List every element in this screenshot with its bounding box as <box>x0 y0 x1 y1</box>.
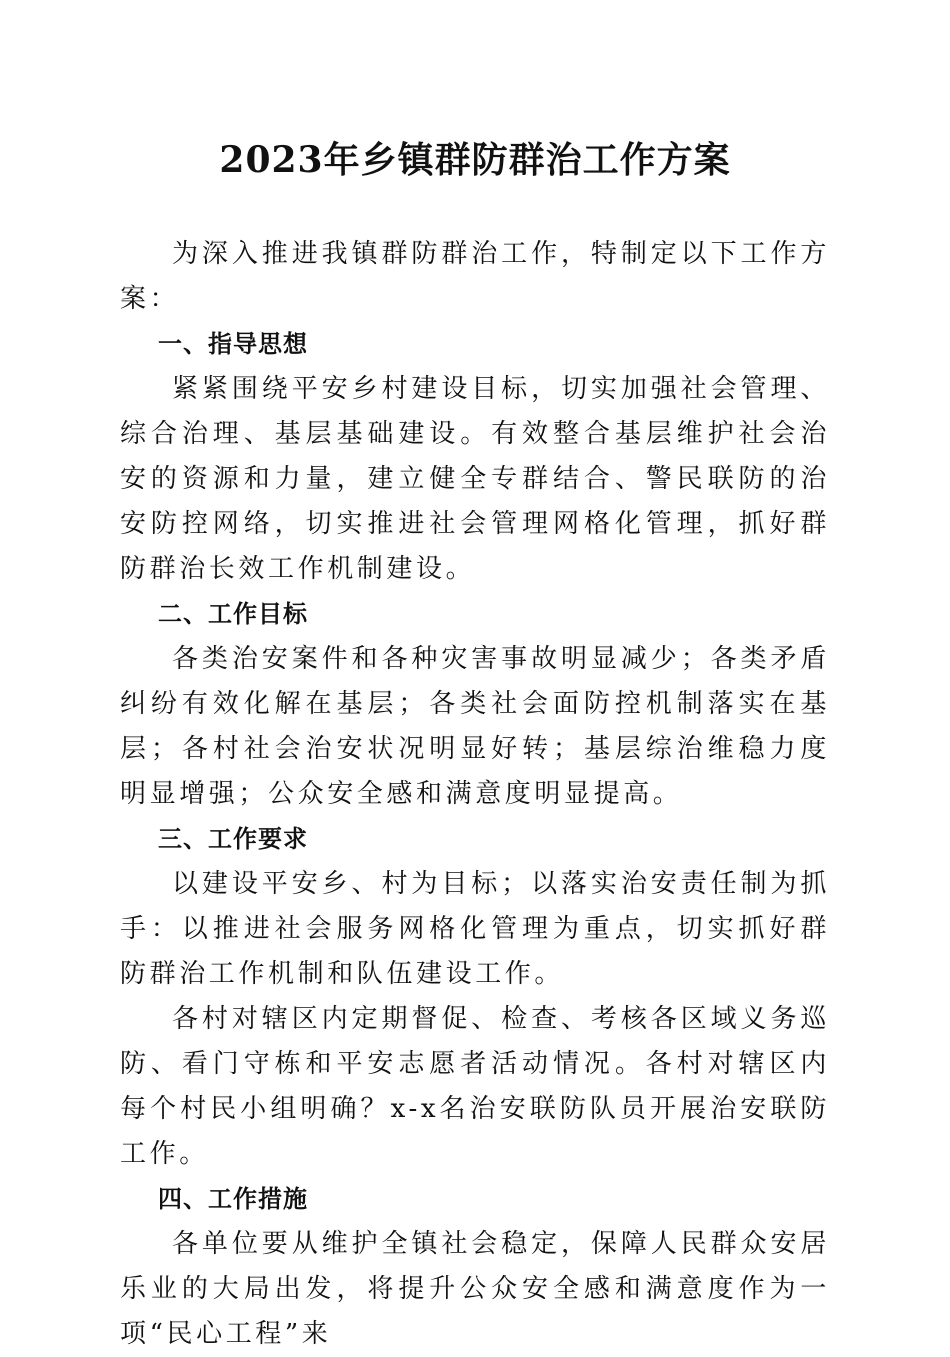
section-heading-work-measures: 四、工作措施 <box>158 1185 308 1213</box>
section-paragraph: 各类治安案件和各种灾害事故明显减少；各类矛盾纠纷有效化解在基层；各类社会面防控机制落实在基层；各村社会治安状况明显好转；基层综治维稳力度明显增强；公众安全感和满意度明显提高。 <box>120 644 830 809</box>
section-heading-work-goals: 二、工作目标 <box>158 600 308 628</box>
section-paragraph: 紧紧围绕平安乡村建设目标，切实加强社会管理、综合治理、基层基础建设。有效整合基层维护社会治安的资源和力量，建立健全专群结合、警民联防的治安防控网络，切实推进社会管理网格化管理，抓好群防群治长效工作机制建设。 <box>120 374 830 584</box>
section-paragraph: 各单位要从维护全镇社会稳定，保障人民群众安居乐业的大局出发，将提升公众安全感和满意度作为一项“民心工程”来 <box>120 1229 830 1349</box>
section-paragraph: 以建设平安乡、村为目标；以落实治安责任制为抓手：以推进社会服务网格化管理为重点，切实抓好群防群治工作机制和队伍建设工作。 <box>120 869 830 989</box>
document-title: 2023年乡镇群防群治工作方案 <box>219 139 731 181</box>
section-heading-work-requirements: 三、工作要求 <box>158 825 308 853</box>
section-paragraph: 各村对辖区内定期督促、检查、考核各区域义务巡防、看门守栋和平安志愿者活动情况。各村对辖区内每个村民小组明确？x-x名治安联防队员开展治安联防工作。 <box>120 1004 830 1169</box>
document-body <box>120 232 830 1357</box>
section-heading-guiding-ideology: 一、指导思想 <box>158 330 308 358</box>
intro-paragraph: 为深入推进我镇群防群治工作，特制定以下工作方案： <box>120 239 830 314</box>
